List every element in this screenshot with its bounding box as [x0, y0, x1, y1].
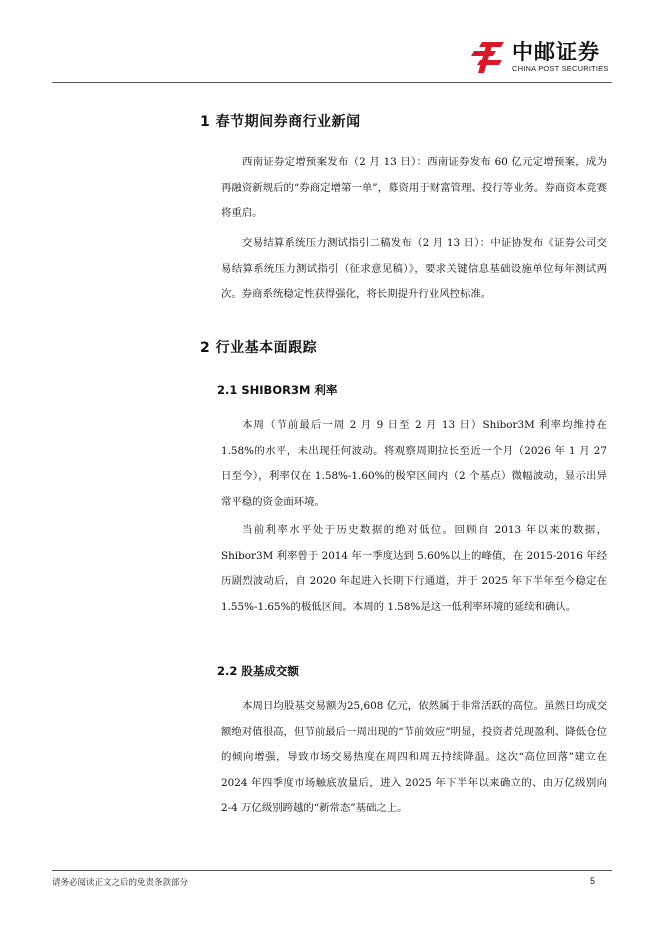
china-post-logo-icon — [470, 40, 508, 74]
paragraph-southwest-securities: 西南证券定增预案发布（2 月 13 日）：西南证券发布 60 亿元定增预案，成为再融资新规后的“券商定增第一单”，募资用于财富管理、投行等业务。券商资本竞赛将重启。 — [221, 156, 607, 219]
paragraph-stress-test-guideline: 交易结算系统压力测试指引二稿发布（2 月 13 日）：中证协发布《证券公司交易结算系统压力测试指引（征求意见稿）》，要求关键信息基础设施单位每年测试两次。券商系统稳定性获得强化，将长期提升行业风控标准。 — [221, 237, 607, 300]
paragraph-turnover: 本周日均股基交易额为25,608 亿元，依然属于非常活跃的高位。虽然日均成交额绝对值很高，但节前最后一周出现的“节前效应”明显，投资者兑现盈利、降低仓位的倾向增强，导致市场交易热度在周四和周五持续降温。这次“高位回落”建立在 2024 年四季度市场触底放量后，进入 2025 年下半年以来确立的、由万亿级别向 2-4 万亿级别跨越的“新常态”基础之上。 — [221, 700, 607, 814]
paragraph-shibor-weekly: 本周（节前最后一周 2 月 9 日至 2 月 13 日）Shibor3M 利率均维持在 1.58%的水平，未出现任何波动。将观察周期拉长至近一个月（2026 年 1 月 27 日至今），利率仅在 1.58%-1.60%的极窄区间内（2 个基点）微幅波动，显示出异常平稳的资金面环境。 — [221, 419, 607, 508]
footer-divider — [52, 870, 612, 871]
logo-chinese-name: 中邮证券 — [512, 40, 600, 64]
subsection-2-2-heading: 2.2 股基成交额 — [217, 664, 299, 678]
page-number: 5 — [590, 876, 596, 886]
subsection-2-1-heading: 2.1 SHIBOR3M 利率 — [217, 383, 338, 397]
paragraph-shibor-history: 当前利率水平处于历史数据的绝对低位。回顾自 2013 年以来的数据，Shibor3M 利率曾于 2014 年一季度达到 5.60%以上的峰值，在 2015-2016 年经历剧烈波动后，自 2020 年起进入长期下行通道，并于 2025 年下半年至今稳定在 1.55%-1.65%的极低区间。本周的 1.58%是这一低利率环境的延续和确认。 — [221, 524, 607, 613]
section-2-heading: 2 行业基本面跟踪 — [200, 340, 318, 356]
footer-disclaimer: 请务必阅读正文之后的免责条款部分 — [52, 878, 189, 888]
header-divider — [52, 82, 612, 83]
company-logo — [470, 40, 620, 76]
logo-english-name: CHINA POST SECURITIES — [512, 64, 609, 73]
section-1-heading: 1 春节期间券商行业新闻 — [200, 114, 361, 130]
